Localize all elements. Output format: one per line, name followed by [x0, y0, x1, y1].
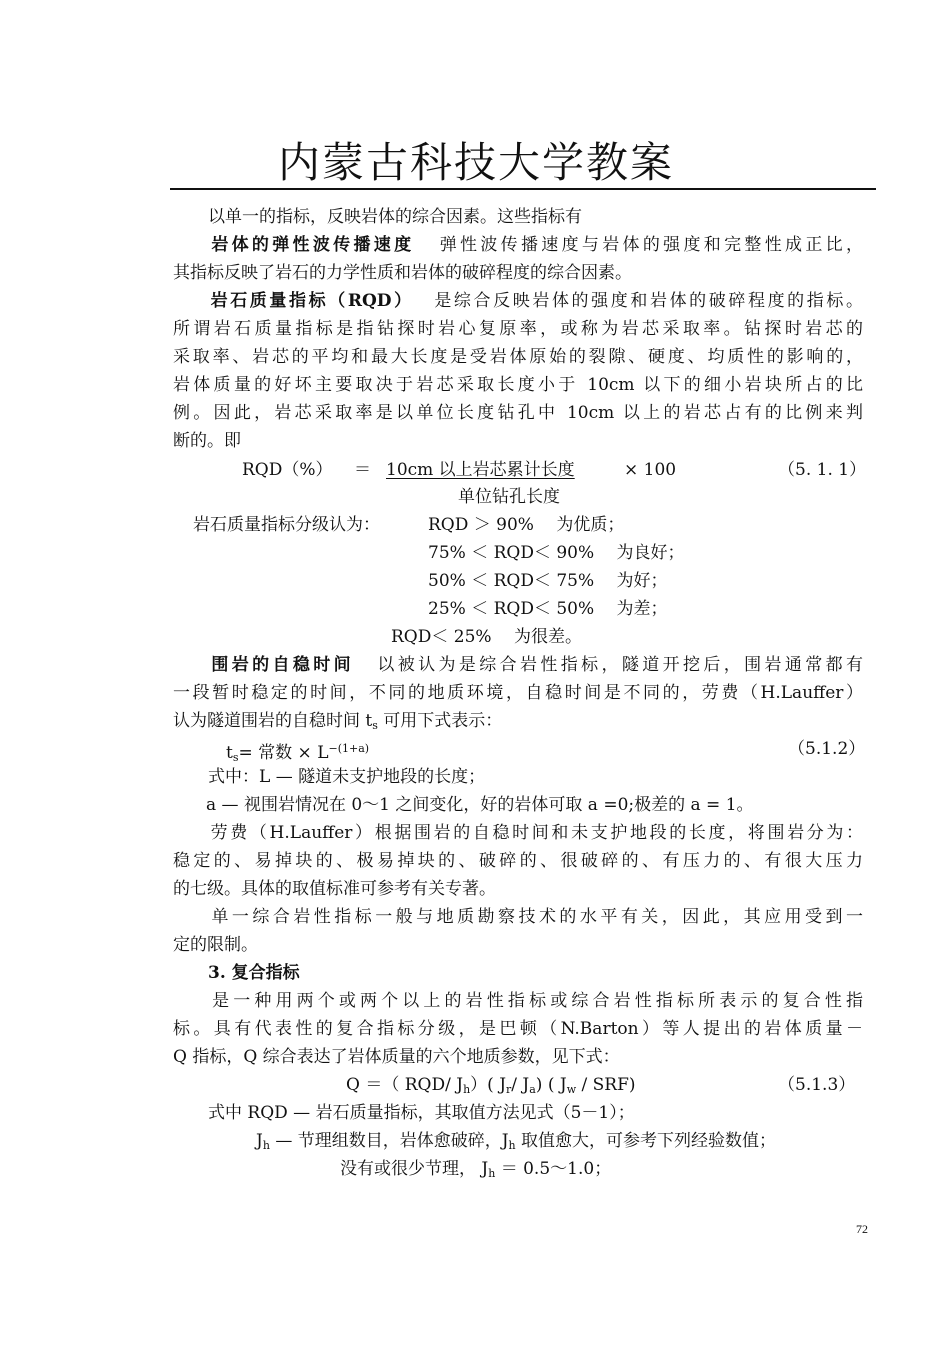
- grade-item: 50% ＜ RQD＜ 75% 为好；: [428, 571, 668, 591]
- equation-number: （5.1.3）: [778, 1075, 856, 1095]
- paragraph-line: 其指标反映了岩石的力学性质和岩体的破碎程度的综合因素。: [173, 263, 632, 283]
- text: 是一种用两个或两个以上的岩性指标或综合岩性指标所表示的复合性指: [208, 991, 863, 1011]
- term-self-stable-time: 围岩的自稳时间: [208, 655, 354, 675]
- paragraph-line: 例。因此，岩芯采取率是以单位长度钻孔中 10cm 以上的岩芯占有的比例来判: [173, 403, 863, 423]
- paragraph-line: 一段暂时稳定的时间，不同的地质环境，自稳时间是不同的，劳费（H.Lauffer）: [173, 683, 863, 703]
- equation-denominator: 单位钻孔长度: [458, 487, 560, 507]
- subscript: h: [463, 1083, 471, 1096]
- text: 劳费（H.Lauffer）根据围岩的自稳时间和未支护地段的长度，将围岩分为：: [208, 823, 863, 843]
- paragraph-line: 的七级。具体的取值标准可参考有关专著。: [173, 879, 496, 899]
- text: ) ( J: [535, 1075, 567, 1095]
- paragraph-line: [173, 989, 863, 1013]
- grade-item: RQD ＞ 90% 为优质；: [428, 515, 625, 535]
- text: ＝ 0.5～1.0；: [495, 1159, 612, 1179]
- text: / J: [511, 1075, 530, 1095]
- subscript: r: [506, 1083, 512, 1096]
- paragraph-line: [173, 905, 863, 929]
- equation-lhs: RQD（%）: [242, 460, 333, 480]
- paragraph-line: 以单一的指标，反映岩体的综合因素。这些指标有: [208, 207, 582, 227]
- paragraph-line: 所谓岩石质量指标是指钻探时岩心复原率，或称为岩芯采取率。钻探时岩芯的: [173, 319, 863, 339]
- subscript: a: [529, 1083, 536, 1096]
- text: / SRF): [576, 1075, 636, 1095]
- text: t: [226, 743, 233, 763]
- text: 认为隧道围岩的自稳时间 t: [173, 711, 373, 731]
- text: 单一综合岩性指标一般与地质勘察技术的水平有关，因此，其应用受到一: [208, 907, 863, 927]
- term-elastic-wave: 岩体的弹性波传播速度: [208, 235, 415, 255]
- superscript: −(1+a): [328, 742, 370, 755]
- text: ）( J: [470, 1075, 507, 1095]
- equation-numerator: 10cm 以上岩芯累计长度: [386, 460, 575, 480]
- subscript: h: [262, 1139, 270, 1152]
- paragraph-line: Q 指标，Q 综合表达了岩体质量的六个地质参数，见下式：: [173, 1047, 620, 1067]
- subscript: h: [508, 1139, 516, 1152]
- paragraph-line: 岩体质量的好坏主要取决于岩芯采取长度小于 10cm 以下的细小岩块所占的比: [173, 375, 863, 395]
- term-rqd: 岩石质量指标（RQD）: [208, 291, 414, 311]
- text: J: [256, 1131, 263, 1151]
- paragraph-line: 定的限制。: [173, 935, 258, 955]
- equation-number: （5.1.2）: [788, 739, 866, 759]
- definition-line: 式中：L — 隧道未支护地段的长度；: [208, 767, 486, 787]
- definition-line: 式中 RQD — 岩石质量指标，其取值方法见式（5－1）；: [208, 1103, 635, 1123]
- definition-line: [340, 1157, 611, 1186]
- subscript: s: [372, 719, 378, 732]
- text: 弹性波传播速度与岩体的强度和完整性成正比，: [436, 235, 863, 255]
- grade-item: 75% ＜ RQD＜ 90% 为良好；: [428, 543, 685, 563]
- equation-equals: ＝: [354, 460, 371, 480]
- text: — 节理组数目，岩体愈破碎，J: [269, 1131, 509, 1151]
- grade-item: RQD＜ 25% 为很差。: [391, 627, 582, 647]
- page-title: 内蒙古科技大学教案: [277, 138, 674, 187]
- paragraph-line: 稳定的、易掉块的、极易掉块的、破碎的、很破碎的、有压力的、有很大压力: [173, 851, 863, 871]
- paragraph-line: [173, 653, 863, 677]
- paragraph-line: 标。具有代表性的复合指标分级，是巴顿（N.Barton）等人提出的岩体质量－: [173, 1019, 863, 1039]
- equation-5-1-3: [346, 1073, 636, 1102]
- section-heading: 3. 复合指标: [208, 963, 300, 983]
- page-number: 72: [856, 1222, 868, 1236]
- text: = 常数 × L: [238, 743, 329, 763]
- text: Q ＝（ RQD/ J: [346, 1075, 464, 1095]
- equation-times: × 100: [624, 460, 677, 480]
- text: 是综合反映岩体的强度和岩体的破碎程度的指标。: [431, 291, 863, 311]
- grade-item: 25% ＜ RQD＜ 50% 为差；: [428, 599, 668, 619]
- text: 可用下式表示：: [377, 711, 503, 731]
- subscript: h: [488, 1167, 496, 1180]
- grade-intro: 岩石质量指标分级认为：: [193, 515, 380, 535]
- paragraph-line: 断的。即: [173, 431, 241, 451]
- text: 以被认为是综合岩性指标，隧道开挖后，围岩通常都有: [374, 655, 863, 675]
- paragraph-line: [173, 709, 863, 738]
- definition-line: a — 视围岩情况在 0～1 之间变化，好的岩体可取 a =0;极差的 a = 1。: [206, 795, 754, 815]
- paragraph-line: [173, 289, 863, 313]
- subscript: s: [232, 751, 239, 764]
- subscript: w: [566, 1083, 577, 1096]
- definition-line: [256, 1129, 776, 1158]
- paragraph-line: 采取率、岩芯的平均和最大长度是受岩体原始的裂隙、硬度、均质性的影响的，: [173, 347, 863, 367]
- text: 取值愈大，可参考下列经验数值；: [515, 1131, 777, 1151]
- equation-number: （5. 1. 1）: [778, 460, 867, 480]
- header-rule: [170, 188, 876, 190]
- text: 没有或很少节理， J: [340, 1159, 489, 1179]
- paragraph-line: [173, 821, 863, 845]
- paragraph-line: [173, 233, 863, 257]
